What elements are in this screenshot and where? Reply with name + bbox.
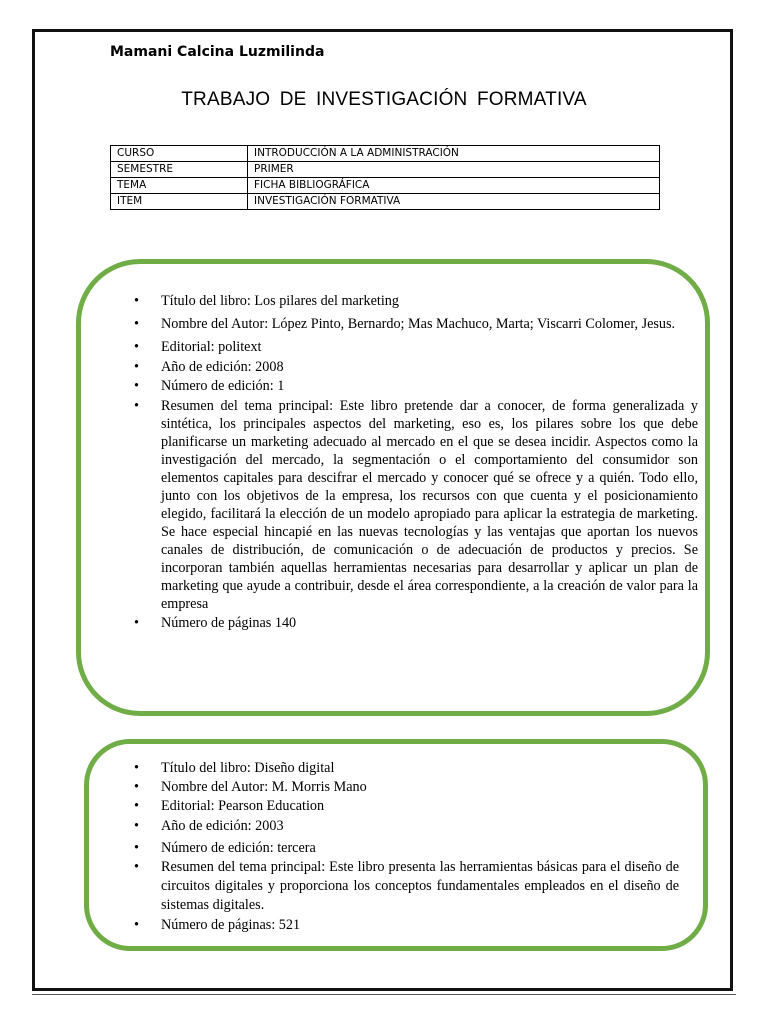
- info-value-curso: INTRODUCCIÓN A LA ADMINISTRACIÓN: [248, 146, 660, 162]
- book-1-publisher: • Editorial: politext: [134, 338, 698, 356]
- info-value-tema: FICHA BIBLIOGRÁFICA: [248, 178, 660, 194]
- info-value-semestre: PRIMER: [248, 162, 660, 178]
- book-2-edition: • Número de edición: tercera: [134, 839, 679, 858]
- page-bottom-rule: [32, 994, 736, 995]
- book-1-pages: • Número de páginas 140: [134, 614, 698, 632]
- book-1-fields: [134, 292, 698, 633]
- info-key-semestre: SEMESTRE: [111, 162, 248, 178]
- book-2-title: • Título del libro: Diseño digital: [134, 759, 679, 778]
- book-2-year: • Año de edición: 2003: [134, 817, 679, 836]
- info-key-curso: CURSO: [111, 146, 248, 162]
- table-row: [111, 178, 660, 194]
- table-row: [111, 162, 660, 178]
- book-1-year: • Año de edición: 2008: [134, 358, 698, 376]
- info-value-item: INVESTIGACIÓN FORMATIVA: [248, 194, 660, 210]
- book-1-summary: • Resumen del tema principal: Este libro pretende dar a conocer, de forma generalizada y sintética, los principales aspectos del marketing, eso es, los pilares sobre los que debe planificarse un marketing adecuado al mercado en el que se desea incidir. Aspectos como la investigación del mercado, la segmentación o el comportamiento del consumidor son elementos capitales para descifrar el mercado y conocer qué se ofrece y a quién. Todo ello, junto con los objetivos de la empresa, los recursos con que cuenta y el posicionamiento elegido, facilitará la elección de un modelo apropiado para aplicar la estrategia de marketing. Se hace especial hincapié en las nuevas tecnologías y las ventajas que aportan los nuevos canales de distribución, de comunicación o de adecuación de productos y precios. Se incorporan también aquellas herramientas necesarias para desarrollar y aplicar un plan de marketing que ayude a contribuir, desde el área correspondiente, a la creación de valor para la empresa: [134, 397, 698, 613]
- book-2-fields: [134, 759, 679, 935]
- info-key-tema: TEMA: [111, 178, 248, 194]
- table-row: [111, 194, 660, 210]
- document-title: TRABAJO DE INVESTIGACIÓN FORMATIVA: [181, 89, 587, 110]
- book-2-summary: • Resumen del tema principal: Este libro presenta las herramientas básicas para el diseño de circuitos digitales y proporciona los conceptos fundamentales empleados en el diseño de sistemas digitales.: [134, 858, 679, 916]
- table-row: [111, 146, 660, 162]
- book-1-edition: • Número de edición: 1: [134, 377, 698, 395]
- book-2-pages: • Número de páginas: 521: [134, 916, 679, 935]
- book-1-title: • Título del libro: Los pilares del marketing: [134, 292, 698, 310]
- info-table: [110, 145, 660, 210]
- book-2-publisher: • Editorial: Pearson Education: [134, 797, 679, 816]
- book-2-author: • Nombre del Autor: M. Morris Mano: [134, 778, 679, 797]
- info-key-item: ITEM: [111, 194, 248, 210]
- author-name: Mamani Calcina Luzmilinda: [110, 44, 325, 60]
- book-1-author: • Nombre del Autor: López Pinto, Bernardo; Mas Machuco, Marta; Viscarri Colomer, Jesus.: [134, 311, 698, 337]
